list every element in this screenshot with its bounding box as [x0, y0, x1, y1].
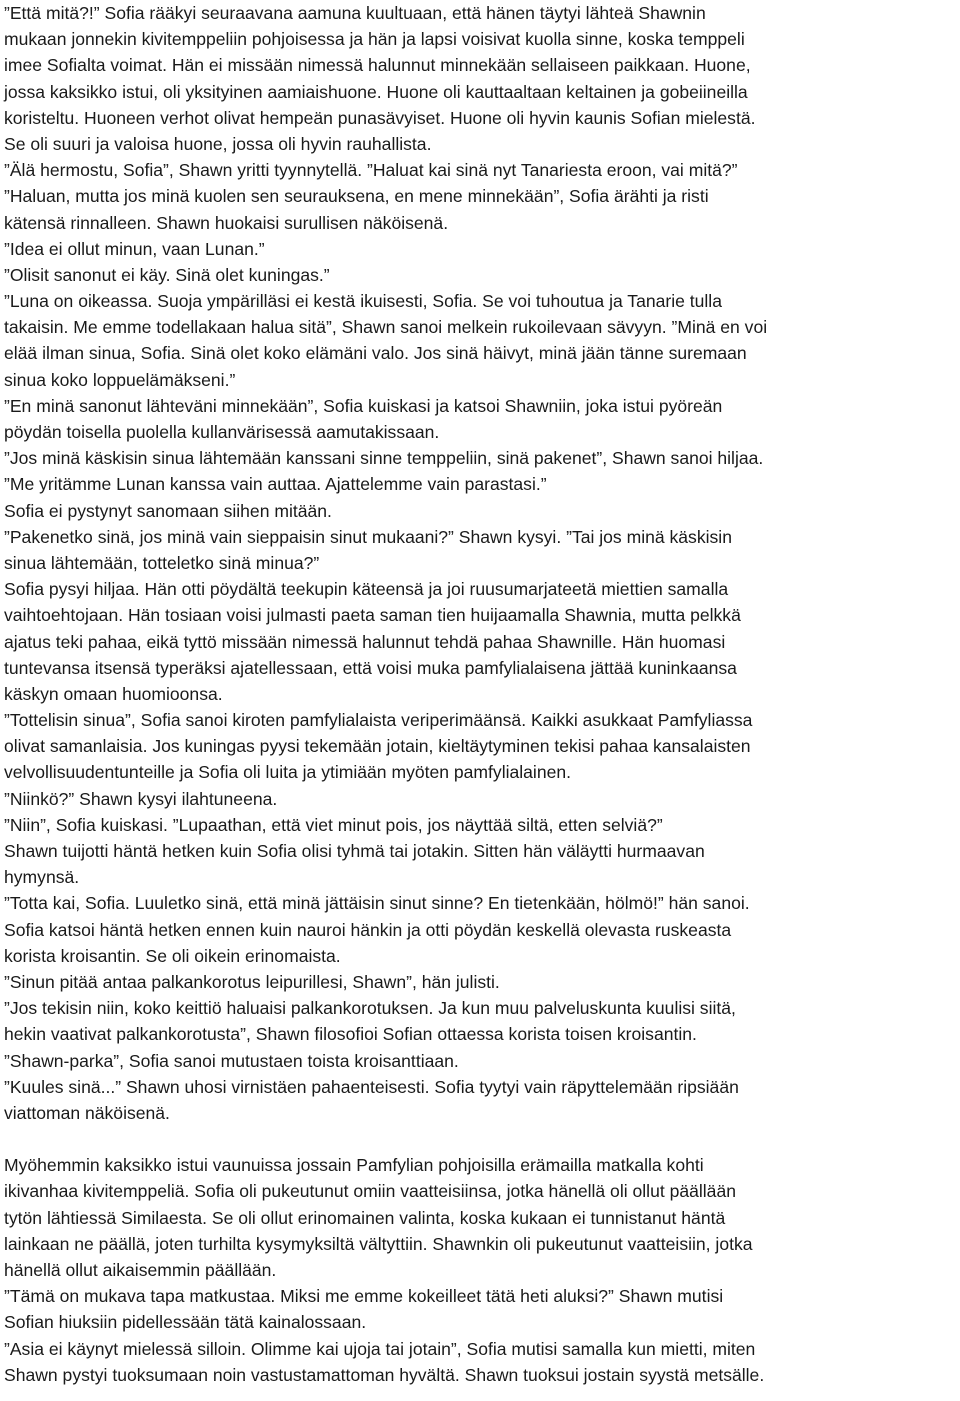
text-line: Sofia ei pystynyt sanomaan siihen mitään.: [4, 500, 332, 521]
text-line: imee Sofialta voimat. Hän ei missään nimessä halunnut minnekään sellaiseen paikkaan. Huone,: [4, 55, 751, 76]
text-line: ”Olisit sanonut ei käy. Sinä olet kuningas.”: [4, 264, 330, 285]
text-line: tuntevansa itsensä typeräksi ajatellessaan, että voisi muka pamfylialaisena jättää kuninkaansa: [4, 657, 737, 678]
text-line: ”Että mitä?!” Sofia rääkyi seuraavana aamuna kuultuaan, että hänen täytyi lähteä Shawnin: [4, 3, 706, 23]
text-line: ajatus teki pahaa, eikä tyttö missään nimessä halunnut tehdä pahaa Shawnille. Hän huomasi: [4, 631, 726, 652]
text-line: ”Jos minä käskisin sinua lähtemään kanssani sinne temppeliin, sinä pakenet”, Shawn sanoi hiljaa.: [4, 448, 764, 469]
text-line: ”Luna on oikeassa. Suoja ympärilläsi ei kestä ikuisesti, Sofia. Se voi tuhoutua ja Tanarie tulla: [4, 291, 722, 312]
text-line: ikivanhaa kivitemppeliä. Sofia oli pukeutunut omiin vaatteisiinsa, jotka hänellä oli ollut päällään: [4, 1181, 736, 1202]
text-line: hekin vaativat palkankorotusta”, Shawn filosofioi Sofian ottaessa korista toisen kroisantin.: [4, 1024, 697, 1045]
text-line: ”Tämä on mukava tapa matkustaa. Miksi me emme kokeilleet tätä heti aluksi?” Shawn mutisi: [4, 1286, 724, 1307]
text-line: ”Sinun pitää antaa palkankorotus leipurillesi, Shawn”, hän julisti.: [4, 971, 500, 992]
text-line: ”Shawn-parka”, Sofia sanoi mutustaen toista kroisanttiaan.: [4, 1050, 459, 1071]
text-line: lainkaan ne päällä, joten turhilta kysymyksiltä vältyttiin. Shawnkin oli pukeutunut vaatteisiin, jotka: [4, 1233, 753, 1254]
text-line: Shawn tuijotti häntä hetken kuin Sofia olisi tyhmä tai jotakin. Sitten hän väläytti hurmaavan: [4, 841, 705, 861]
text-line: Sofia katsoi häntä hetken ennen kuin nauroi hänkin ja otti pöydän keskellä olevasta ruskeasta: [4, 919, 732, 940]
text-line: hänellä ollut aikaisemmin päällään.: [4, 1260, 277, 1280]
text-line: ”En minä sanonut lähteväni minnekään”, Sofia kuiskasi ja katsoi Shawniin, joka istui pyöreän: [4, 395, 723, 416]
text-line: viattoman näköisenä.: [4, 1102, 170, 1123]
text-line: olivat samanlaisia. Jos kuningas pyysi tekemään jotain, kieltäytyminen tekisi pahaa kansalaisten: [4, 736, 751, 757]
text-line: sinua lähtemään, totteletko sinä minua?”: [4, 552, 320, 573]
text-line: ”Me yritämme Lunan kanssa vain auttaa. Ajattelemme vain parastasi.”: [4, 474, 547, 495]
paragraph-break: [4, 1126, 958, 1152]
text-line: koristeltu. Huoneen verhot olivat hempeän punasävyiset. Huone oli hyvin kaunis Sofian mielestä.: [4, 107, 756, 128]
text-line: ”Kuules sinä...” Shawn uhosi virnistäen pahaenteisesti. Sofia tyytyi vain räpyttelemään ripsiään: [4, 1076, 739, 1097]
text-line: Sofia pysyi hiljaa. Hän otti pöydältä teekupin käteensä ja joi ruusumarjateetä miettien samalla: [4, 579, 729, 600]
text-line: ”Pakenetko sinä, jos minä vain sieppaisin sinut mukaani?” Shawn kysyi. ”Tai jos minä käskisin: [4, 526, 732, 547]
text-line: vaihtoehtojaan. Hän tosiaan voisi julmasti paeta saman tien huijaamalla Shawnia, mutta pelkkä: [4, 605, 741, 626]
text-line: ”Idea ei ollut minun, vaan Lunan.”: [4, 238, 265, 259]
text-line: Myöhemmin kaksikko istui vaunuissa jossain Pamfylian pohjoisilla erämailla matkalla kohti: [4, 1155, 704, 1176]
text-line: Se oli suuri ja valoisa huone, jossa oli hyvin rauhallista.: [4, 133, 432, 154]
text-line: ”Tottelisin sinua”, Sofia sanoi kiroten pamfylialaista veriperimäänsä. Kaikki asukkaat Pamfyliassa: [4, 710, 753, 731]
text-line: hymynsä.: [4, 867, 80, 888]
document-page: [4, 0, 960, 1388]
text-line: ”Totta kai, Sofia. Luuletko sinä, että minä jättäisin sinut sinne? En tietenkään, hölmö!” hän sanoi.: [4, 893, 750, 914]
text-line: ”Älä hermostu, Sofia”, Shawn yritti tyynnytellä. ”Haluat kai sinä nyt Tanariesta eroon, vai mitä?”: [4, 160, 738, 181]
text-line: Sofian hiuksiin pidellessään tätä kainalossaan.: [4, 1312, 367, 1333]
text-line: velvollisuudentunteille ja Sofia oli luita ja ytimiään myöten pamfylialainen.: [4, 762, 572, 783]
text-line: jossa kaksikko istui, oli yksityinen aamiaishuone. Huone oli kauttaaltaan keltainen ja gobeiineilla: [4, 81, 748, 102]
text-line: pöydän toisella puolella kullanvärisessä aamutakissaan.: [4, 422, 440, 442]
text-line: ”Haluan, mutta jos minä kuolen sen seurauksena, en mene minnekään”, Sofia ärähti ja risti: [4, 186, 709, 207]
text-line: tytön lähtiessä Similaesta. Se oli ollut erinomainen valinta, koska kukaan ei tunnistanut häntä: [4, 1207, 726, 1228]
text-line: ”Niin”, Sofia kuiskasi. ”Lupaathan, että viet minut pois, jos näyttää siltä, etten selviä?”: [4, 814, 663, 835]
text-line: käskyn omaan huomioonsa.: [4, 683, 223, 704]
text-line: ”Jos tekisin niin, koko keittiö haluaisi palkankorotuksen. Ja kun muu palveluskunta kuulisi siitä,: [4, 998, 736, 1019]
text-line: korista kroisantin. Se oli oikein erinomaista.: [4, 945, 341, 966]
text-line: elää ilman sinua, Sofia. Sinä olet koko elämäni valo. Jos sinä häivyt, minä jään tänne suremaan: [4, 343, 747, 364]
text-line: kätensä rinnalleen. Shawn huokaisi surullisen näköisenä.: [4, 212, 449, 233]
text-line: sinua koko loppuelämäkseni.”: [4, 369, 236, 390]
text-line: ”Asia ei käynyt mielessä silloin. Olimme kai ujoja tai jotain”, Sofia mutisi samalla kun mietti, miten: [4, 1338, 756, 1359]
text-line: Shawn pystyi tuoksumaan noin vastustamattoman hyvältä. Shawn tuoksui jostain syystä metsälle.: [4, 1364, 765, 1385]
text-line: takaisin. Me emme todellakaan halua sitä”, Shawn sanoi melkein rukoilevaan sävyyn. ”Minä en voi: [4, 317, 768, 338]
text-line: ”Niinkö?” Shawn kysyi ilahtuneena.: [4, 788, 278, 809]
text-line: mukaan jonnekin kivitemppeliin pohjoisessa ja hän ja lapsi voisivat kuolla sinne, koska temppeli: [4, 29, 745, 50]
